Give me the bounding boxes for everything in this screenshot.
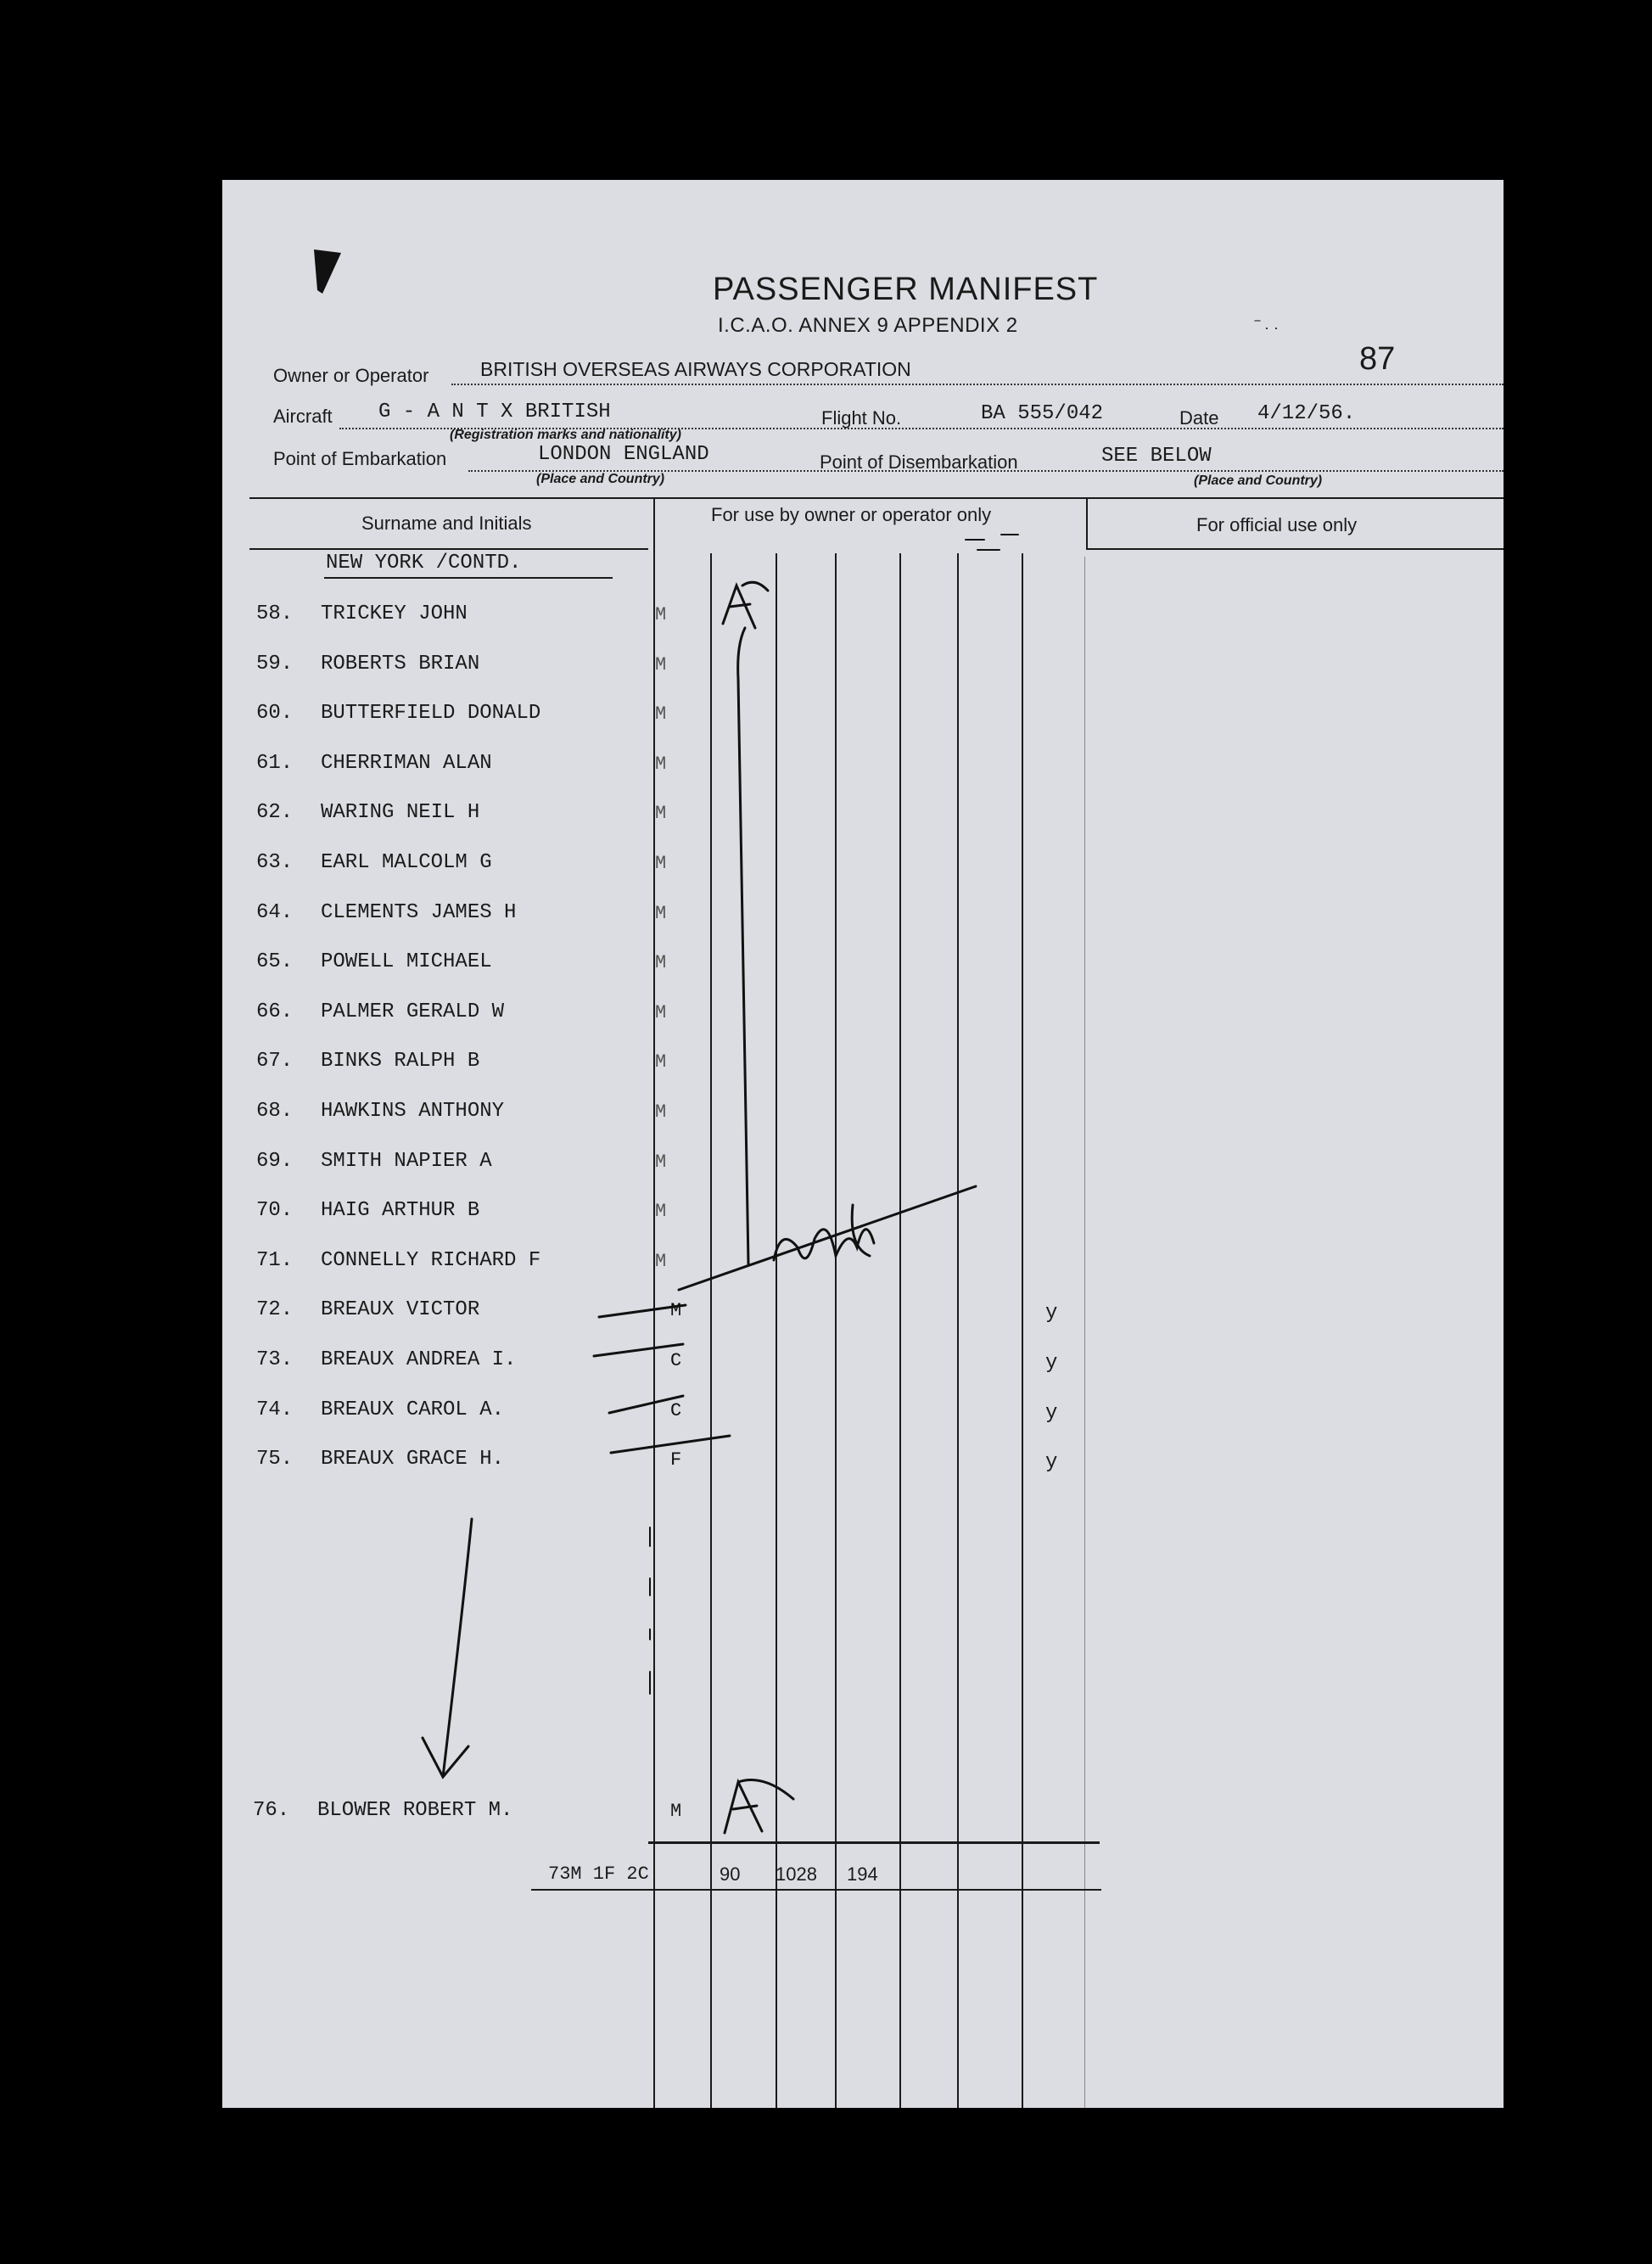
passenger-name: ROBERTS BRIAN xyxy=(321,652,480,675)
passenger-code: M xyxy=(655,1151,667,1173)
passenger-name: CLEMENTS JAMES H xyxy=(321,900,517,924)
passenger-code: F xyxy=(670,1449,682,1471)
passenger-mark: y xyxy=(1045,1352,1058,1375)
flight-value: BA 555/042 xyxy=(981,402,1104,425)
passenger-number: 71. xyxy=(256,1248,294,1272)
passenger-mark: y xyxy=(1045,1451,1058,1475)
passenger-code: M xyxy=(655,1201,667,1223)
passenger-row xyxy=(222,752,1504,786)
flight-label: Flight No. xyxy=(821,407,902,429)
passenger-number: 66. xyxy=(256,1000,294,1023)
passenger-number: 65. xyxy=(256,950,294,974)
surname-header-rule xyxy=(249,548,648,550)
totals-top-rule xyxy=(648,1841,1100,1844)
passenger-number: 70. xyxy=(256,1199,294,1223)
passenger-number: 74. xyxy=(256,1398,294,1421)
passenger-number: 63. xyxy=(256,851,294,874)
passenger-code: M xyxy=(655,1001,667,1023)
passenger-number: 59. xyxy=(256,652,294,675)
passenger-row xyxy=(222,1000,1504,1034)
passenger-number: 72. xyxy=(256,1298,294,1322)
passenger-number: 58. xyxy=(256,602,294,625)
passenger-row xyxy=(222,851,1504,885)
section-label: NEW YORK /CONTD. xyxy=(326,552,522,574)
table-top-rule xyxy=(249,497,1504,499)
passenger-row xyxy=(222,1199,1504,1233)
passenger-code: M xyxy=(655,1250,667,1272)
embarkation-label: Point of Embarkation xyxy=(273,448,447,469)
passenger-row xyxy=(222,1100,1504,1134)
passenger-row xyxy=(222,653,1504,686)
passenger-code: M xyxy=(655,853,667,874)
passenger-row xyxy=(222,1050,1504,1084)
embarkation-note: (Place and Country) xyxy=(536,472,665,486)
registration-note: (Registration marks and nationality) xyxy=(450,428,681,442)
passenger-code: M xyxy=(655,703,667,726)
passenger-name: POWELL MICHAEL xyxy=(321,950,492,974)
embarkation-value: LONDON ENGLAND xyxy=(538,443,709,466)
passenger-row xyxy=(222,602,1504,636)
passenger-name: BREAUX CAROL A. xyxy=(321,1398,505,1421)
passenger-code: M xyxy=(655,1051,667,1073)
passenger-name: HAIG ARTHUR B xyxy=(321,1199,480,1223)
totals-value-2: 1028 xyxy=(776,1863,817,1885)
passenger-number: 75. xyxy=(256,1448,294,1471)
passenger-number: 67. xyxy=(256,1050,294,1073)
passenger-code: M xyxy=(655,753,667,775)
passenger-code: M xyxy=(655,902,667,924)
date-value: 4/12/56. xyxy=(1257,402,1356,425)
passenger-name: BUTTERFIELD DONALD xyxy=(321,702,541,726)
passenger-number: 61. xyxy=(256,751,294,775)
passenger-row xyxy=(222,801,1504,835)
passenger-number: 68. xyxy=(256,1100,294,1123)
passenger-number: 60. xyxy=(256,702,294,726)
passenger-name: BREAUX ANDREA I. xyxy=(321,1348,517,1371)
passenger-mark: y xyxy=(1045,1401,1058,1425)
disembarkation-note: (Place and Country) xyxy=(1194,474,1323,488)
totals-value-1: 90 xyxy=(720,1863,741,1885)
passenger-row xyxy=(222,950,1504,984)
official-column-header: For official use only xyxy=(1196,514,1358,535)
disembarkation-label: Point of Disembarkation xyxy=(820,451,1018,473)
passenger-code: M xyxy=(655,1101,667,1123)
passenger-code: M xyxy=(655,653,667,675)
manifest-subtitle: I.C.A.O. ANNEX 9 APPENDIX 2 xyxy=(718,314,1018,337)
owner-value: BRITISH OVERSEAS AIRWAYS CORPORATION xyxy=(480,358,911,380)
aircraft-label: Aircraft xyxy=(273,406,333,427)
passenger-name: CONNELLY RICHARD F xyxy=(321,1248,541,1272)
official-header-rule xyxy=(1088,548,1504,550)
passenger-name: PALMER GERALD W xyxy=(321,1000,505,1023)
disembarkation-value: SEE BELOW xyxy=(1101,445,1212,468)
manifest-title: PASSENGER MANIFEST xyxy=(713,272,1099,307)
owner-dotted-line xyxy=(451,384,1504,385)
passenger-row xyxy=(222,702,1504,736)
passenger-row xyxy=(222,1398,1504,1432)
date-label: Date xyxy=(1179,407,1219,429)
passenger-number: 73. xyxy=(256,1348,294,1371)
totals-value-3: 194 xyxy=(847,1863,878,1885)
manifest-sheet xyxy=(222,180,1504,2108)
passenger-code: M xyxy=(655,604,667,625)
page-number: 87 xyxy=(1359,341,1396,377)
passenger-code: M xyxy=(655,952,667,974)
late-passenger-number: 76. xyxy=(253,1799,290,1822)
passenger-row xyxy=(222,1249,1504,1283)
passenger-number: 62. xyxy=(256,801,294,825)
passenger-name: BREAUX GRACE H. xyxy=(321,1448,505,1471)
late-passenger-code: M xyxy=(670,1801,682,1822)
aircraft-value: G - A N T X BRITISH xyxy=(378,401,611,423)
owner-label: Owner or Operator xyxy=(273,365,429,386)
passenger-name: TRICKEY JOHN xyxy=(321,602,468,625)
passenger-name: BREAUX VICTOR xyxy=(321,1298,480,1322)
passenger-mark: y xyxy=(1045,1302,1058,1325)
passenger-number: 64. xyxy=(256,900,294,924)
late-passenger-name: BLOWER ROBERT M. xyxy=(317,1799,513,1822)
passenger-code: C xyxy=(670,1350,682,1371)
passenger-code: C xyxy=(670,1399,682,1421)
passenger-row xyxy=(222,1150,1504,1184)
passenger-name: SMITH NAPIER A xyxy=(321,1149,492,1173)
passenger-name: WARING NEIL H xyxy=(321,801,480,825)
passenger-code: M xyxy=(670,1300,682,1322)
section-label-underline xyxy=(324,577,613,579)
passenger-row xyxy=(222,1348,1504,1382)
operator-column-header: For use by owner or operator only xyxy=(711,504,992,525)
passenger-name: BINKS RALPH B xyxy=(321,1050,480,1073)
column-divider-official-upper xyxy=(1086,497,1088,550)
passenger-number: 69. xyxy=(256,1149,294,1173)
passenger-row xyxy=(222,901,1504,935)
corner-mark-icon xyxy=(311,246,344,297)
stray-marks: ‾ · · xyxy=(1255,319,1279,336)
totals-bottom-rule xyxy=(531,1889,1101,1891)
passenger-row xyxy=(222,1448,1504,1482)
passenger-name: EARL MALCOLM G xyxy=(321,851,492,874)
totals-summary: 73M 1F 2C xyxy=(548,1863,649,1885)
passenger-code: M xyxy=(655,803,667,825)
passenger-name: HAWKINS ANTHONY xyxy=(321,1100,505,1123)
passenger-row xyxy=(222,1298,1504,1332)
passenger-name: CHERRIMAN ALAN xyxy=(321,751,492,775)
surname-column-header: Surname and Initials xyxy=(361,513,532,534)
